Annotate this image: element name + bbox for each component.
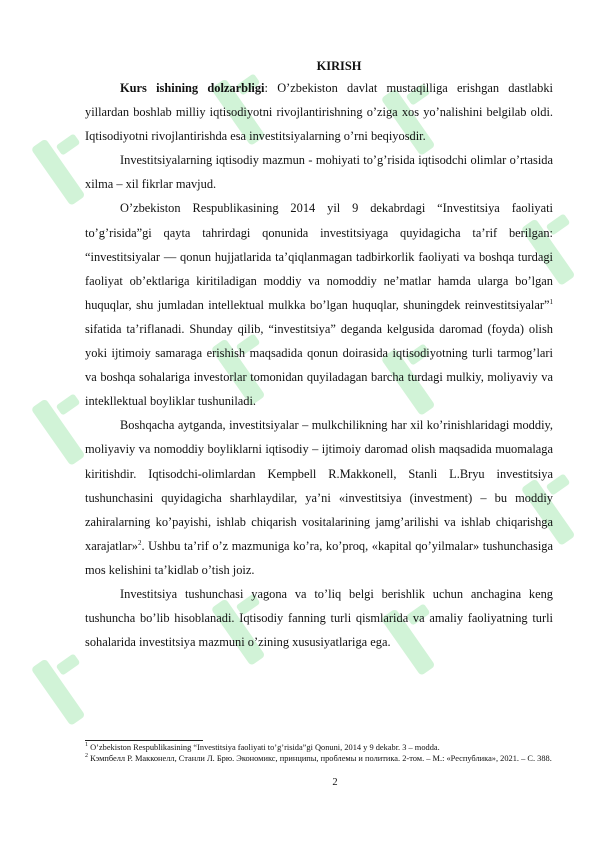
paragraph-3 (85, 196, 553, 413)
paragraph-text: Boshqacha aytganda, investitsiyalar – mulkchilikning har xil ko’rinishlaridagi moddiy, moliyaviy va nomoddiy boyliklarni iqtisodiy – ijtimoiy daromad olish maqsadida muomalaga kiritishdir. Iqtisodchi-olimlardan Kempbell R.Makkonell, Stanli L.Bryu investitsiya tushunchasini quyidagicha sharhlaydilar, ya’ni «investitsiya (investment) – bu moddiy zahiralarning ko’payishi, ishlab chiqarish vositalarining jamg’arilishi va ishlab chiqarishga xarajatlar» (85, 418, 553, 553)
paragraph-4 (85, 413, 553, 582)
footnote-1 (85, 743, 553, 754)
footnote-text: Кэмпбелл Р. Макконелл, Станли Л. Брю. Экономикс, принципы, проблемы и политика. 2-том. – М.: «Республика», 2021. – С. 388. (88, 753, 552, 763)
paragraph-5 (85, 582, 553, 654)
paragraph-text: : O’zbekiston davlat mustaqilliga erishgan dastlabki yillardan boshlab milliy iqtisodiyotni rivojlantirishning o’ziga xos yo’nalishini belgilab oldi. Iqtisodiyotni rivojlantirishda esa investitsiyalarning o’rni beqiyosdir. (85, 81, 553, 144)
paragraph-text: sifatida ta’riflanadi. Shunday qilib, “investitsiya” deganda kelgusida daromad (foyda) olish yoki ijtimoiy samaraga erishish maqsadida qonun doirasida iqtisodiyotning turli tarmog’lari va boshqa sohalariga investorlar tomonidan quyiladagan barcha turdagi mulkiy, moliyaviy va intekllektual boyliklar tushuniladi. (85, 321, 553, 409)
paragraph-text: O’zbekiston Respublikasining 2014 yil 9 dekabrdagi “Investitsiya faoliyati to’g’risida”gi qayta tahrirdagi qonunida investitsiyaga quyidagicha ta’rif berilgan: “investitsiyalar — qonun hujjatlarida ta’qiqlanmagan tadbirkorlik faoliyati va boshqa turdagi faoliyat ob’ektlariga kiritiladigan moddiy va nomoddiy ne’matlar hamda ularga bo’lgan huquqlar, shu jumladan intellektual mulkka bo’lgan huquqlar, shuningdek reinvestitsiyalar” (85, 201, 553, 312)
footnote-mark: 2 (85, 752, 88, 759)
lead-bold-text: Kurs ishining dolzarbligi (120, 81, 265, 95)
page-title: KIRISH (316, 59, 362, 73)
paragraph-text: Investitsiya tushunchasi yagona va to’liq belgi berishlik uchun anchagina keng tushuncha bo’lib hisoblanadi. Iqtisodiy fanning turli qismlarida va amaliy faoliyatning turli sohalarida investitsiya mazmuni o’zining xususiyatlariga ega. (85, 586, 553, 650)
paragraph-1 (85, 76, 553, 148)
footnotes (85, 743, 553, 764)
document-body (85, 56, 553, 654)
footnote-mark: 1 (85, 742, 88, 749)
footnote-text: O’zbekiston Respublikasining “Investitsiya faoliyati to’g’risida”gi Qonuni, 2014 y 9 dekabr. 3 – modda. (88, 743, 440, 752)
paragraph-text: Investitsiyalarning iqtisodiy mazmun - mohiyati to’g’risida iqtisodchi olimlar o’rtasida xilma – xil fikrlar mavjud. (85, 153, 553, 192)
paragraph-text: . Ushbu ta’rif o’z mazmuniga ko’ra, ko’proq, «kapital qo’yilmalar» tushunchasiga mos kelishini ta’kidlab o’tish joiz. (85, 538, 553, 577)
footnote-ref-1[interactable]: 1 (549, 297, 553, 306)
footnote-2 (85, 754, 553, 765)
footnote-ref-2[interactable]: 2 (137, 538, 142, 547)
paragraph-2 (85, 148, 553, 196)
page-number: 2 (332, 777, 338, 788)
footnote-divider (85, 740, 203, 741)
